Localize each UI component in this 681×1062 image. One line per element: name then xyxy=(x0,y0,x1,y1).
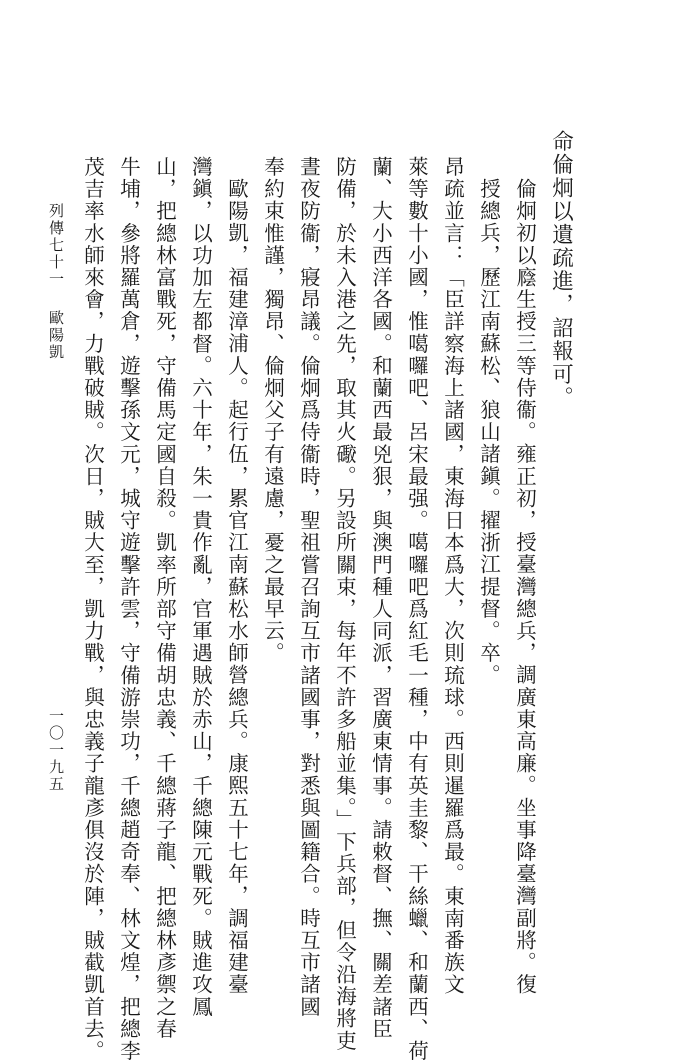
text-column-1: 命倫炯以遺疏進，詔報可。 xyxy=(548,130,574,410)
text-column-8: 晝夜防衞，寢昂議。倫炯爲侍衞時，聖祖嘗召詢互市諸國事，對悉與圖籍合。時互市諸國 xyxy=(296,156,321,1018)
text-column-7: 防備，於未入港之先，取其火礮。另設所關束，每年不許多船並集。」下兵部，但令沿海將吏 xyxy=(332,156,357,1052)
folio-page-number: 一〇一九五 xyxy=(47,708,65,793)
text-column-11: 灣鎭，以功加左都督。六十年，朱一貴作亂，官軍遇賊於赤山，千總陳元戰死。賊進攻鳳 xyxy=(188,156,213,1018)
folio-subject: 歐陽凱 xyxy=(47,310,65,361)
text-column-9: 奉約束惟謹，獨昂、倫炯父子有遠慮，憂之最早云。 xyxy=(260,156,285,665)
text-column-10: 歐陽凱，福建漳浦人。起行伍，累官江南蘇松水師營總兵。康熙五十七年，調福建臺 xyxy=(224,178,249,996)
text-column-6: 蘭、大小西洋各國。和蘭西最兇狠，與澳門種人同派，習廣東情事。請敕督、撫、關差諸臣 xyxy=(368,156,393,1040)
text-column-13: 牛埔，參將羅萬倉，遊擊孫文元，城守遊擊許雲，守備游崇功，千總趙奇奉、林文煌，把總李 xyxy=(116,156,141,1062)
text-column-3: 授總兵，歷江南蘇松、狼山諸鎭。擢浙江提督。卒。 xyxy=(476,178,501,687)
text-column-2: 倫炯初以廕生授三等侍衞。雍正初，授臺灣總兵，調廣東高廉。坐事降臺灣副將。復 xyxy=(512,178,537,996)
text-column-12: 山，把總林富戰死，守備馬定國自殺。凱率所部守備胡忠義、千總蔣子龍、把總林彥禦之春 xyxy=(152,156,177,1040)
text-column-14: 茂吉率水師來會，力戰破賊。次日，賊大至，凱力戰，與忠義子龍彥俱沒於陣，賊截凱首去。 xyxy=(80,156,105,1062)
text-column-5: 萊等數十小國，惟噶囉吧、呂宋最强。噶囉吧爲紅毛一種，中有英圭黎、干絲蠟、和蘭西、荷 xyxy=(404,156,429,1062)
folio-section: 列傳七十一 xyxy=(47,203,65,288)
text-column-4: 昂疏並言：「臣詳察海上諸國，東海日本爲大，次則琉球。西則暹羅爲最。東南番族文 xyxy=(440,156,465,996)
